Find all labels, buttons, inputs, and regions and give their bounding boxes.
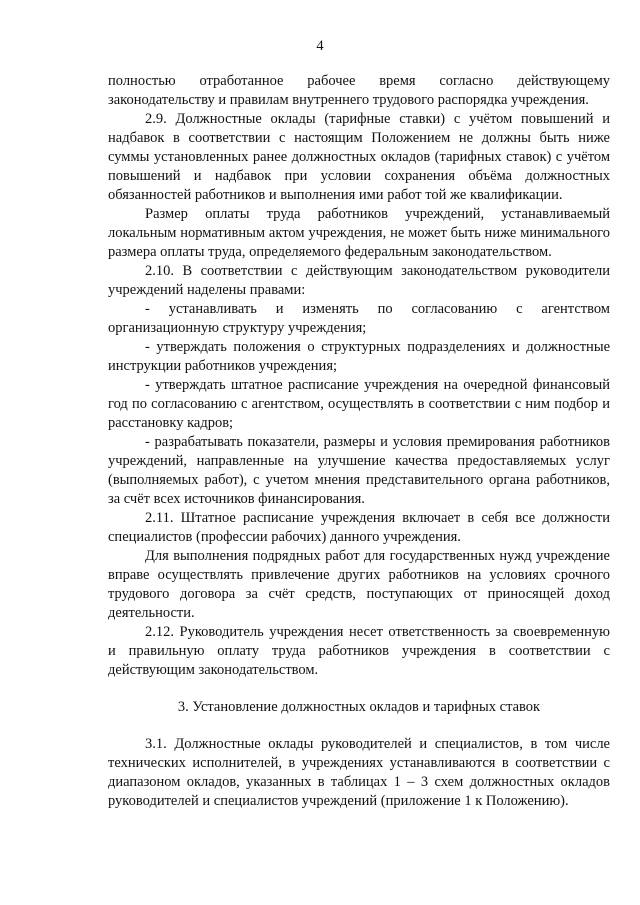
paragraph: 2.12. Руководитель учреждения несет ответственность за своевременную и правильную оплату труда работников учреждения в соответствии с действующим законодательством. [108,624,610,678]
paragraphs-after-heading [108,735,610,811]
paragraph: - устанавливать и изменять по согласованию с агентством организационную структуру учреждения; [108,301,610,336]
paragraph: 2.9. Должностные оклады (тарифные ставки) с учётом повышений и надбавок в соответствии с настоящим Положением не должны быть ниже суммы установленных ранее должностных окладов (тарифных ставок) с учётом повышений и надбавок при условии сохранения объёма должностных обязанностей работников и выполнения ими работ той же квалификации. [108,111,610,203]
paragraph: 2.10. В соответствии с действующим законодательством руководители учреждений наделены правами: [108,263,610,298]
paragraph: 2.11. Штатное расписание учреждения включает в себя все должности специалистов (профессии рабочих) данного учреждения. [108,510,610,545]
paragraph: - утверждать положения о структурных подразделениях и должностные инструкции работников учреждения; [108,339,610,374]
paragraph: Размер оплаты труда работников учреждений, устанавливаемый локальным нормативным актом учреждения, не может быть ниже минимального размера оплаты труда, определяемого федеральным законодательством. [108,206,610,260]
paragraph: полностью отработанное рабочее время согласно действующему законодательству и правилам внутреннего трудового распорядка учреждения. [108,73,610,108]
paragraphs-before-heading [108,72,610,680]
paragraph: - разрабатывать показатели, размеры и условия премирования работников учреждений, направленные на улучшение качества предоставляемых услуг (выполняемых работ), с учетом мнения представительного органа работников, за счёт всех источников финансирования. [108,434,610,507]
document-body [108,72,610,811]
page-number: 4 [316,38,324,54]
paragraph: 3.1. Должностные оклады руководителей и специалистов, в том числе технических исполнителей, в учреждениях устанавливаются в соответствии с диапазоном окладов, указанных в таблицах 1 – 3 схем должностных окладов руководителей и специалистов учреждений (приложение 1 к Положению). [108,736,610,809]
section-heading: 3. Установление должностных окладов и тарифных ставок [177,699,541,715]
paragraph: Для выполнения подрядных работ для государственных нужд учреждение вправе осуществлять привлечение других работников на условиях срочного трудового договора за счёт средств, поступающих от приносящей доход деятельности. [108,548,610,621]
paragraph: - утверждать штатное расписание учреждения на очередной финансовый год по согласованию с агентством, осуществлять в соответствии с ним подбор и расстановку кадров; [108,377,610,431]
